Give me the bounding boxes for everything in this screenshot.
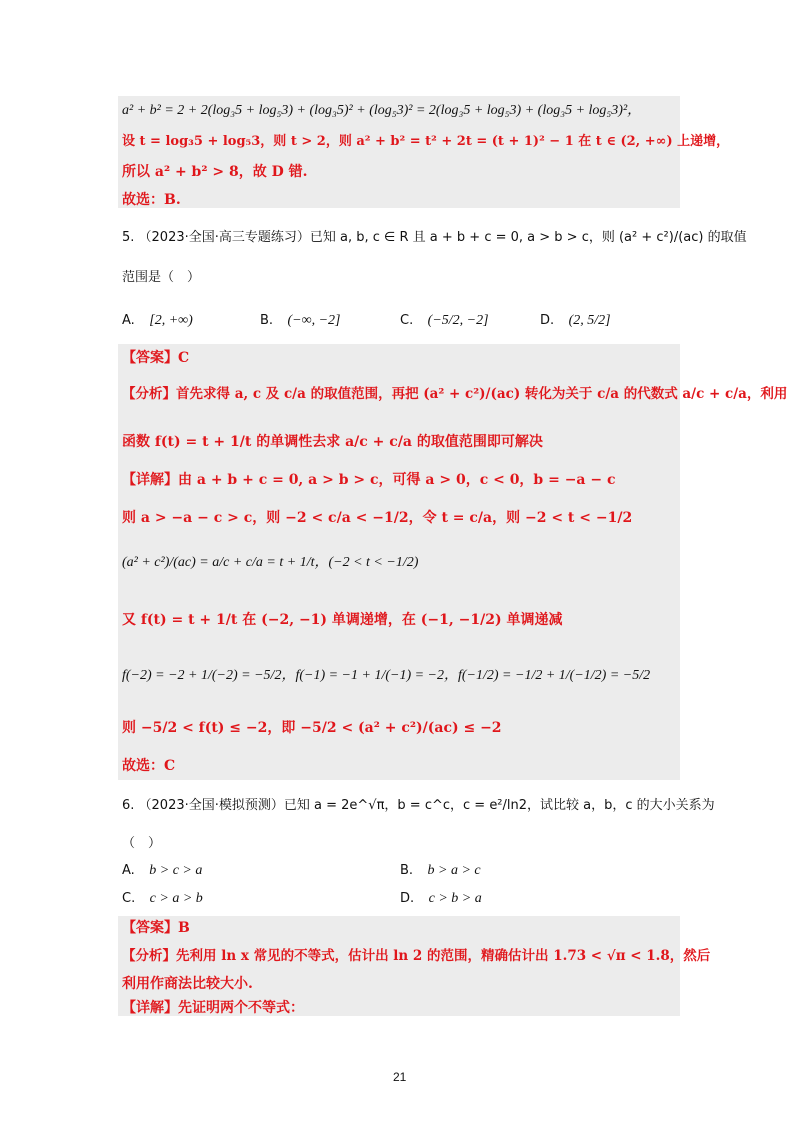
answer-label: 【答案】B: [122, 920, 190, 936]
analysis-line: 【分析】先利用 ln x 常见的不等式，估计出 ln 2 的范围，精确估计出 1.73 < √π < 1.8，然后: [122, 948, 711, 964]
option-d: D. c > b > a: [400, 891, 482, 906]
detail-line: (a² + c²)/(ac) = a/c + c/a = t + 1/t，(−2 < t < −1/2): [122, 555, 419, 570]
question-stem: 范围是（ ）: [122, 270, 201, 285]
option-c: C. (−5/2, −2]: [400, 313, 489, 328]
option-a: A. [2, +∞): [122, 313, 193, 328]
solution-line: 设 t = log₃5 + log₅3，则 t > 2，则 a² + b² = t² + 2t = (t + 1)² − 1 在 t ∈ (2, +∞) 上递增，: [122, 134, 730, 149]
final-answer: 故选：B.: [122, 192, 181, 208]
option-a: A. b > c > a: [122, 863, 203, 878]
analysis-line: 利用作商法比较大小.: [122, 976, 253, 992]
solution-line: 所以 a² + b² > 8，故 D 错.: [122, 164, 308, 180]
detail-line: 则 a > −a − c > c，则 −2 < c/a < −1/2，令 t = c/a，则 −2 < t < −1/2: [122, 510, 633, 526]
option-d: D. (2, 5/2]: [540, 313, 611, 328]
analysis-line: 函数 f(t) = t + 1/t 的单调性去求 a/c + c/a 的取值范围即可解决: [122, 434, 543, 450]
answer-label: 【答案】C: [122, 350, 190, 366]
detail-line: 【详解】先证明两个不等式：: [122, 1000, 304, 1016]
solution-line: a² + b² = 2 + 2(log₃5 + log₅3) + (log₃5)² + (log₅3)² = 2(log₃5 + log₅3) + (log₃5 + log₅3)²，: [122, 103, 642, 118]
detail-line: 又 f(t) = t + 1/t 在 (−2, −1) 单调递增，在 (−1, −1/2) 单调递减: [122, 612, 563, 628]
detail-line: 则 −5/2 < f(t) ≤ −2，即 −5/2 < (a² + c²)/(ac) ≤ −2: [122, 720, 502, 736]
option-b: B. (−∞, −2]: [260, 313, 341, 328]
question-stem: （ ）: [122, 836, 162, 851]
analysis-line: 【分析】首先求得 a, c 及 c/a 的取值范围，再把 (a² + c²)/(ac) 转化为关于 c/a 的代数式 a/c + c/a，利用: [122, 386, 788, 402]
final-answer: 故选：C: [122, 758, 176, 774]
page-number: 21: [393, 1070, 407, 1084]
option-c: C. c > a > b: [122, 891, 203, 906]
question-stem: 6. （2023·全国·模拟预测）已知 a = 2e^√π，b = c^c，c = e²/ln2，试比较 a，b，c 的大小关系为: [122, 798, 715, 813]
detail-line: 【详解】由 a + b + c = 0, a > b > c，可得 a > 0，c < 0，b = −a − c: [122, 472, 616, 488]
question-stem: 5. （2023·全国·高三专题练习）已知 a, b, c ∈ R 且 a + b + c = 0, a > b > c，则 (a² + c²)/(ac) 的取值: [122, 230, 747, 245]
option-b: B. b > a > c: [400, 863, 481, 878]
detail-line: f(−2) = −2 + 1/(−2) = −5/2，f(−1) = −1 + 1/(−1) = −2，f(−1/2) = −1/2 + 1/(−1/2) = −5/2: [122, 668, 651, 683]
